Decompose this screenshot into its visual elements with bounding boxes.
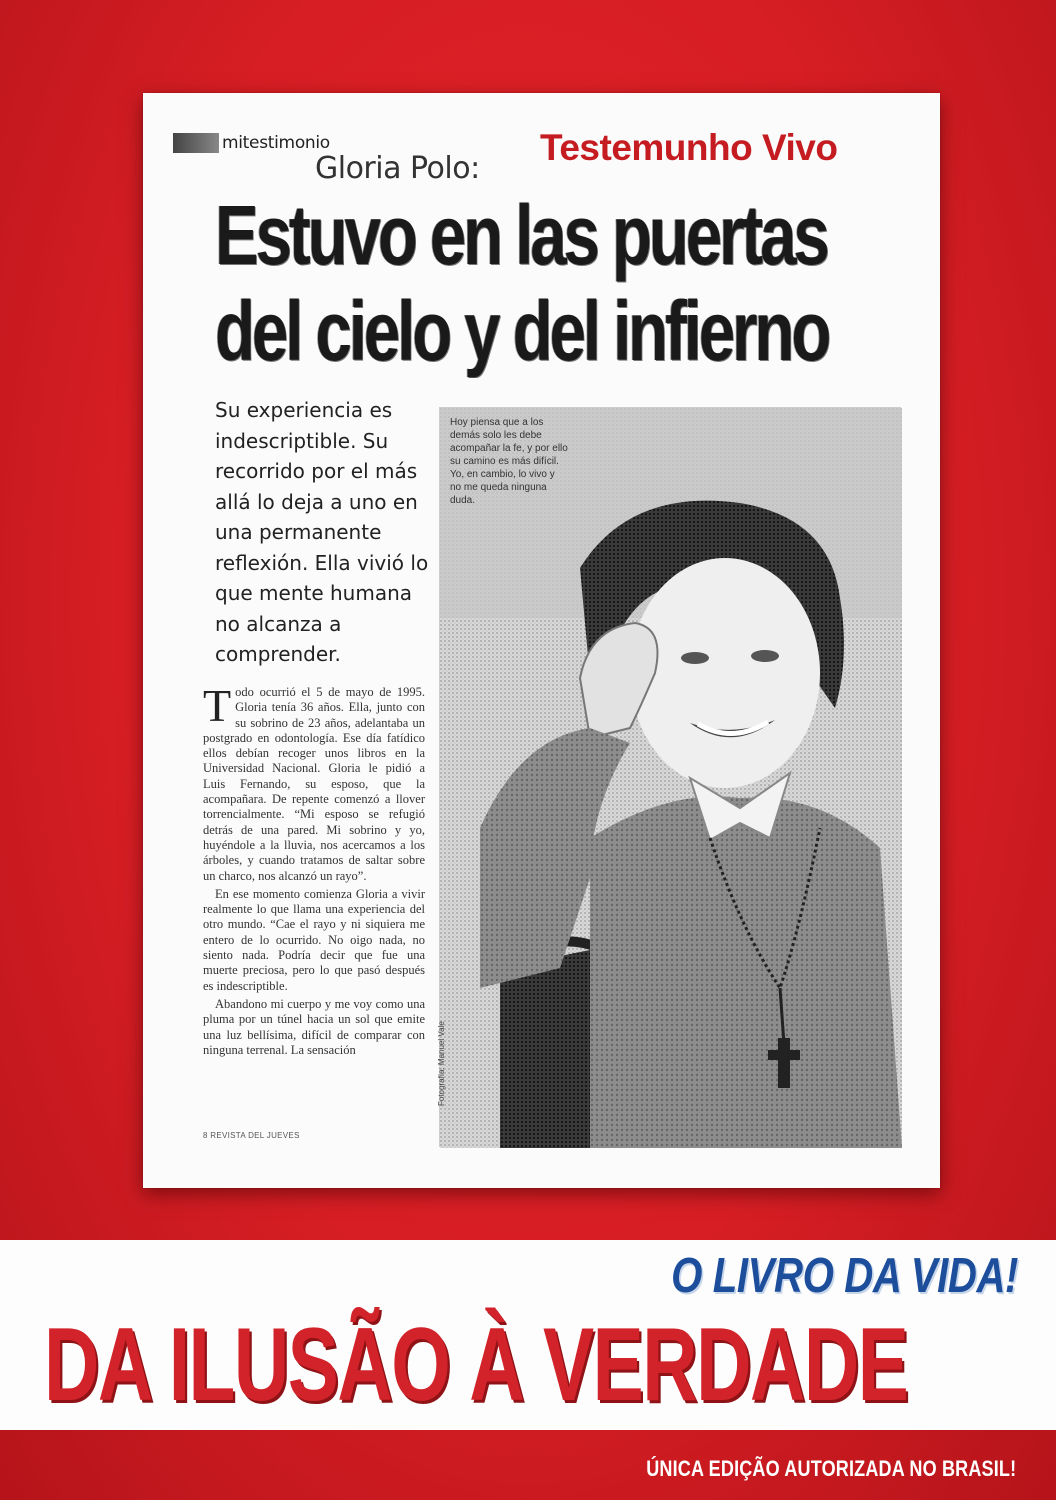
article-lead: Su experiencia es indescriptible. Su recorrido por el más allá lo deja a uno en una permanente reflexión. Ella vivió lo que mente humana no alcanza a comprender.	[215, 398, 429, 666]
edition-note: ÚNICA EDIÇÃO AUTORIZADA NO BRASIL!	[645, 1456, 1016, 1481]
body-paragraph	[203, 680, 425, 884]
section-kicker	[173, 131, 330, 155]
title-banner	[0, 1240, 1056, 1430]
headline-line-1: Estuvo en las puertas	[215, 188, 827, 282]
body-paragraph-1-text: odo ocurrió el 5 de mayo de 1995. Gloria tenía 36 años. Ella, junto con su sobrino de 23 años, adelantaba un postgrado en odontología. Ese día fatídico ellos debían recoger unos libros en la Universidad Nacional. Gloria le pidió a Luis Fernando, su esposo, que la acompañara. De repente comenzó a llover torrencialmente. “Mi esposo se refugió detrás de una pared. Mi sobrino y yo, huyéndole a la lluvia, nos acercamos a los árboles, y cuando tratamos de saltar sobre un charco, nos alcanzó un rayo”.	[203, 685, 425, 883]
photo-caption: Hoy piensa que a los demás solo les debe acompañar la fe, y por ello su camino es más difícil. Yo, en cambio, lo vivo y no me queda ninguna duda.	[450, 417, 568, 506]
banner-subtitle: O LIVRO DA VIDA!	[671, 1249, 1018, 1303]
byline: Gloria Polo:	[315, 151, 480, 186]
section-title: Testemunho Vivo	[540, 127, 838, 168]
photo-credit: Fotografía: Manuel Vale	[437, 1021, 446, 1106]
headline-line-2: del cielo y del infierno	[215, 284, 829, 378]
article-headline	[215, 187, 829, 379]
portrait-illustration	[440, 408, 902, 1148]
portrait-photo	[439, 407, 901, 1147]
body-paragraph-2: En ese momento comienza Gloria a vivir realmente lo que llama una experiencia del otro mundo. “Cae el rayo y ni siquiera me entero de lo ocurrido. No oigo nada, no siento nada. Podría decir que fue una muerte preciosa, pero lo que pasó después es indescriptible.	[203, 886, 425, 993]
book-title: DA ILUSÃO À VERDADE	[44, 1307, 908, 1423]
drop-cap: T	[203, 680, 232, 731]
kicker-text: mitestimonio	[222, 133, 330, 153]
kicker-bar-icon	[173, 133, 219, 153]
article-body	[203, 680, 425, 1061]
page-folio: 8 REVISTA DEL JUEVES	[203, 1131, 300, 1140]
newspaper-clipping	[143, 93, 940, 1188]
body-paragraph-3: Abandono mi cuerpo y me voy como una pluma por un túnel hacia un sol que emite una luz bellísima, difícil de comparar con ninguna terrenal. La sensación	[203, 996, 425, 1057]
